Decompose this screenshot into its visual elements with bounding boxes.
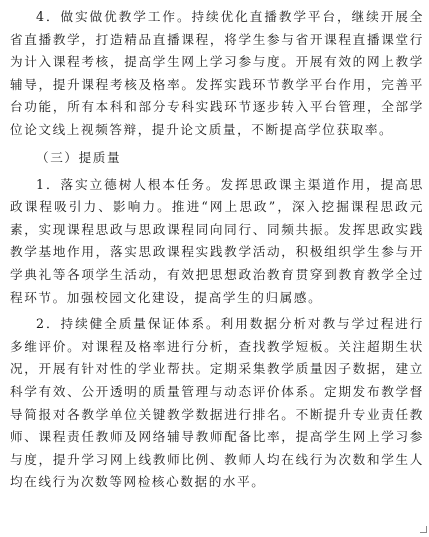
page-corner-mark bbox=[420, 526, 427, 533]
paragraph-teaching-work: 4．做实做优教学工作。持续优化直播教学平台，继续开展全省直播教学，打造精品直播课程，将学生参与省开课程直播课堂行为计入课程考核，提高学生网上学习参与度。开展有效的网上教学辅导，提升课程考核及格率。发挥实践环节教学平台作用，完善平台功能，所有本科和部分专科实践环节逐步转入平台管理，全部学位论文线上视频答辩，提升论文质量，不断提高学位获取率。 bbox=[10, 9, 424, 137]
paragraph-quality-assurance: 2．持续健全质量保证体系。利用数据分析对教与学过程进行多维评价。对课程及格率进行分析，查找教学短板。关注超期生状况，开展有针对性的学业帮扶。定期采集教学质量因子数据，建立科学有效、公开透明的质量管理与动态评价体系。定期发布教学督导简报对各教学单位关键教学数据进行排名。不断提升专业责任教师、课程责任教师及网络辅导教师配备比率，提高学生网上学习参与度，提升学习网上线教师比例、教师人均在线行为次数和学生人均在线行为次数等网检核心数据的水平。 bbox=[10, 316, 424, 490]
section-heading-quality: （三）提质量 bbox=[36, 149, 122, 165]
paragraph-moral-education: 1．落实立德树人根本任务。发挥思政课主渠道作用，提高思政课程吸引力、影响力。推进“网上思政”，深入挖掘课程思政元素，实现课程思政与思政课程同向同行、同频共振。发挥思政实践教学基地作用，落实思政课程实践教学活动，积极组织学生参与开学典礼等各项学生活动，有效把思想政治教育贯穿到教育教学全过程环节。加强校园文化建设，提高学生的归属感。 bbox=[10, 176, 424, 305]
